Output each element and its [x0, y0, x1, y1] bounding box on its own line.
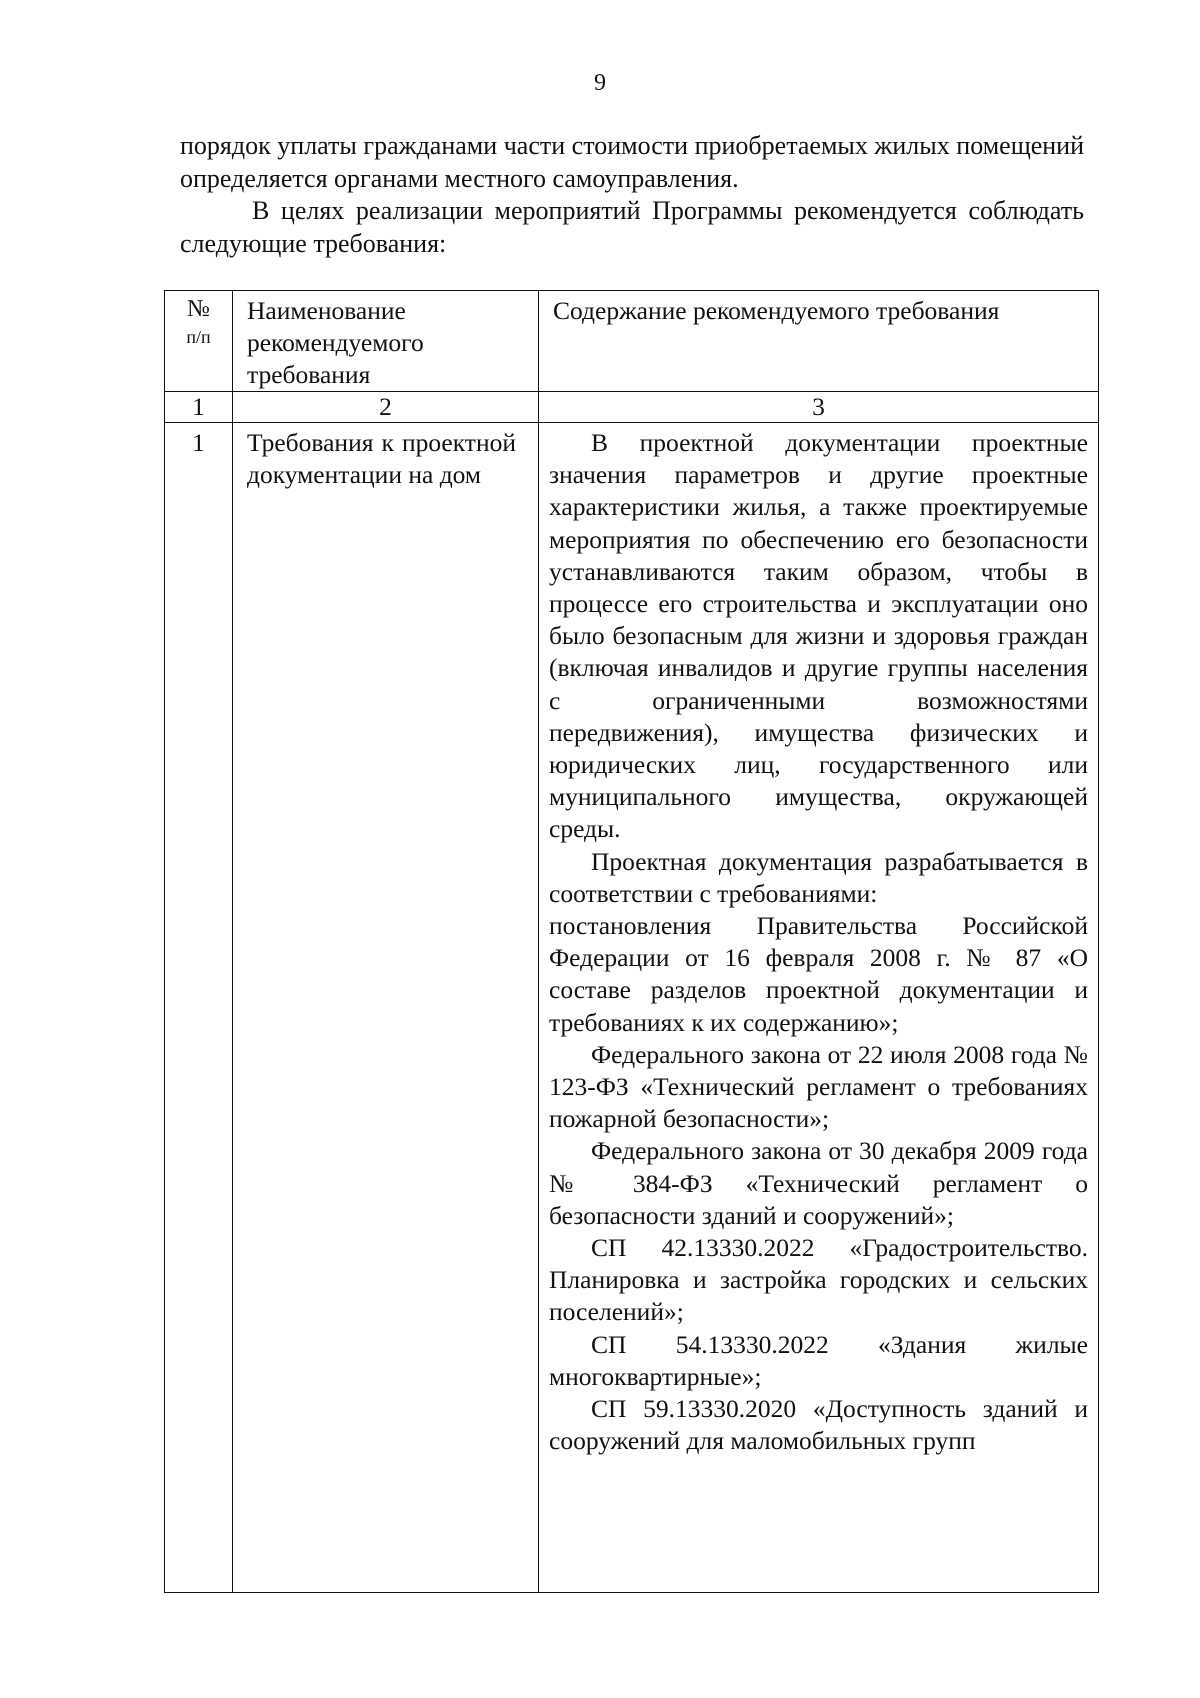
- table-row: [165, 423, 1099, 1593]
- column-numbers-row: [165, 392, 1099, 423]
- header-number-symbol: №: [187, 296, 210, 322]
- row-content: [539, 423, 1099, 1593]
- row-name: Требования к проектной документации на дом: [233, 423, 539, 1593]
- page-number: 9: [594, 70, 606, 96]
- content-paragraph: СП 59.13330.2020 «Доступность зданий и сооружений для маломобильных групп: [549, 1394, 1088, 1456]
- column-number: 1: [165, 392, 233, 423]
- content-paragraph: СП 54.13330.2022 «Здания жилые многоквартирные»;: [549, 1329, 1088, 1391]
- content-paragraph: постановления Правительства Российской Федерации от 16 февраля 2008 г. № 87 «О составе разделов проектной документации и требованиях к их содержанию»;: [549, 911, 1088, 1037]
- table-header-row: [165, 291, 1099, 392]
- content-paragraph: Федерального закона от 22 июля 2008 года № 123-ФЗ «Технический регламент о требованиях пожарной безопасности»;: [549, 1039, 1088, 1134]
- content-paragraph: СП 42.13330.2022 «Градостроительство. Планировка и застройка городских и сельских поселений»;: [549, 1233, 1088, 1327]
- header-number: [165, 291, 233, 392]
- column-number: 3: [539, 392, 1099, 423]
- row-number: 1: [165, 423, 233, 1593]
- column-number: 2: [233, 392, 539, 423]
- intro-paragraph: порядок уплаты гражданами части стоимости приобретаемых жилых помещений определяется органами местного самоуправления.: [180, 131, 1084, 193]
- content-paragraph: Федерального закона от 30 декабря 2009 года № 384-ФЗ «Технический регламент о безопасности зданий и сооружений»;: [549, 1136, 1088, 1230]
- header-number-suffix: п/п: [186, 327, 211, 347]
- content-paragraph: Проектная документация разрабатывается в соответствии с требованиями:: [549, 846, 1088, 908]
- intro-paragraph: В целях реализации мероприятий Программы рекомендуется соблюдать следующие требования:: [180, 196, 1084, 258]
- header-content: Содержание рекомендуемого требования: [539, 291, 1099, 392]
- intro-text: [180, 130, 1084, 260]
- content-paragraph: В проектной документации проектные значения параметров и другие проектные характеристики жилья, а также проектируемые мероприятия по обеспечению его безопасности устанавливаются таким образом, чтобы в процессе его строительства и эксплуатации оно было безопасным для жизни и здоровья граждан (включая инвалидов и другие группы населения с ограниченными возможностями передвижения), имущества физических и юридических лиц, государственного или муниципального имущества, окружающей среды.: [549, 428, 1088, 844]
- header-name: Наименование рекомендуемого требования: [233, 291, 539, 392]
- requirements-table: [164, 290, 1099, 1593]
